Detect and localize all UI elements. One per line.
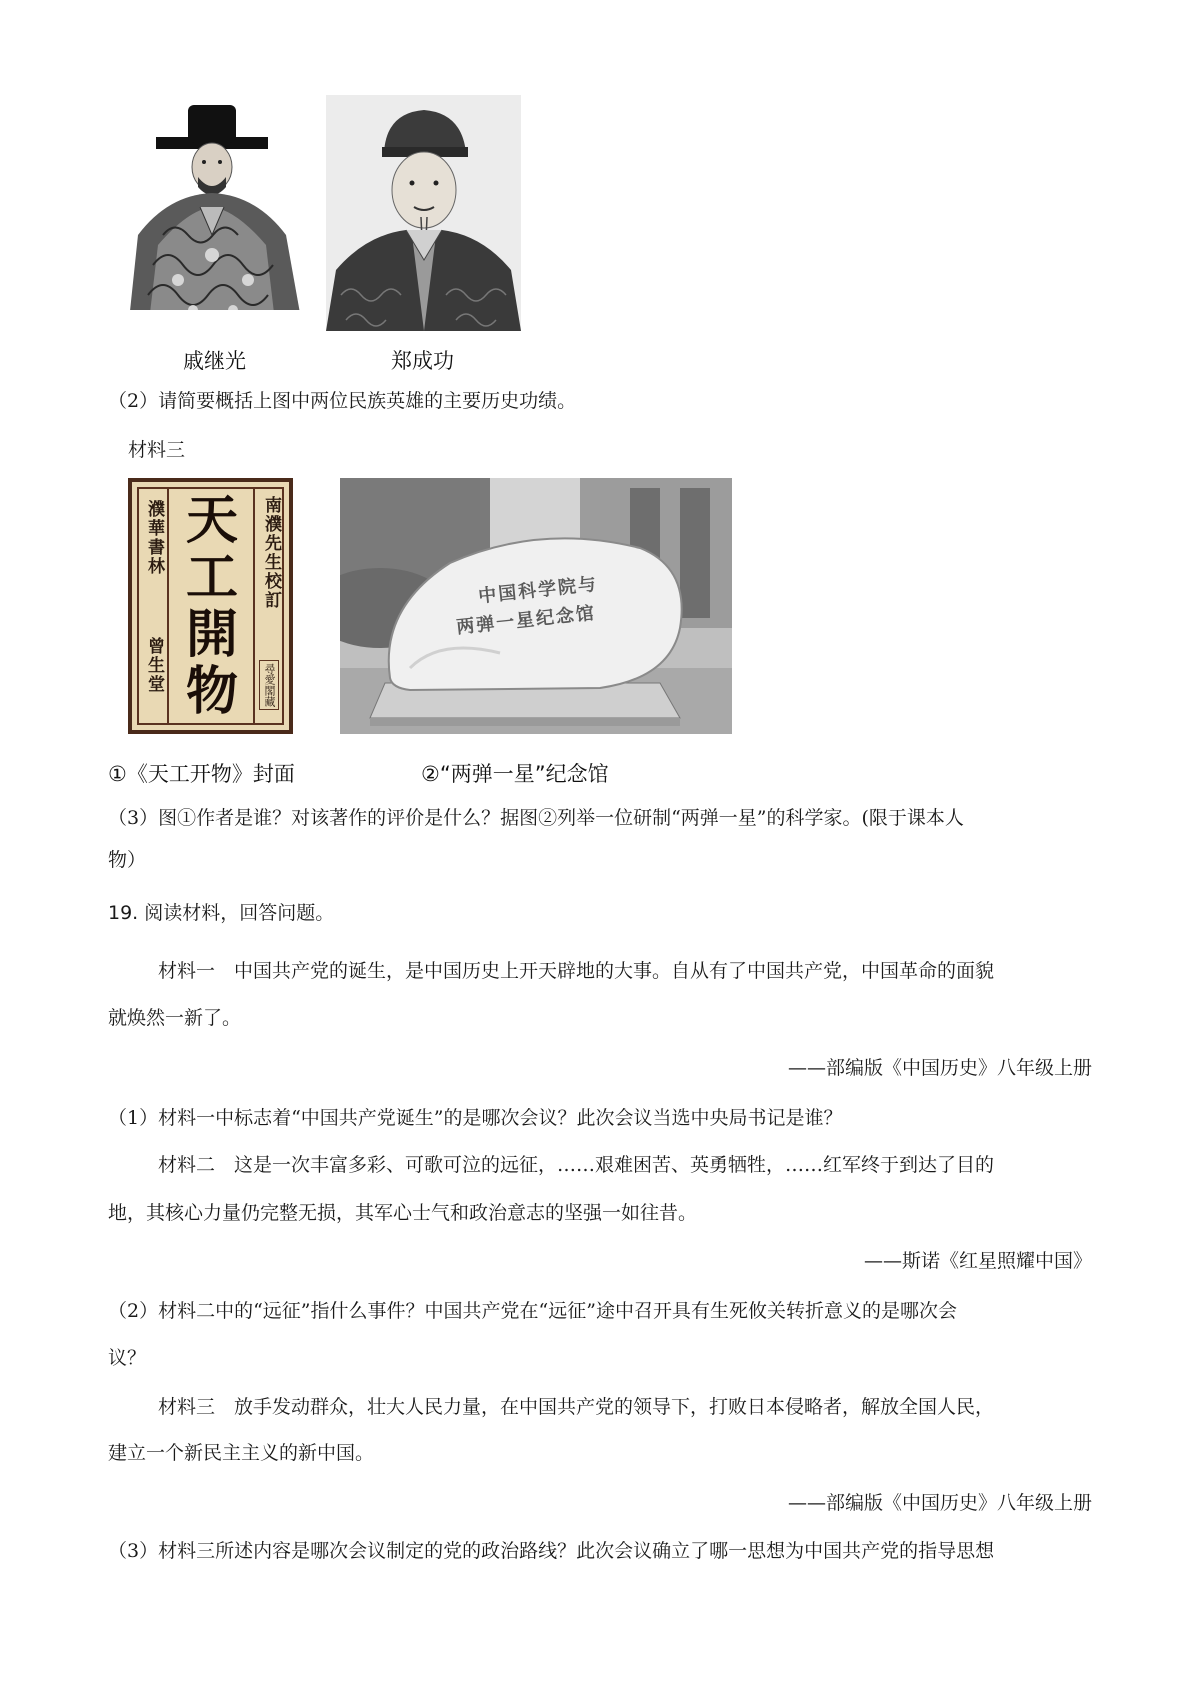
- material-1-line2: 就焕然一新了。: [108, 1007, 242, 1029]
- portrait-caption-right: 郑成功: [391, 349, 454, 373]
- book-right-top-text: 南濮先生校訂: [261, 496, 281, 610]
- question-19-3: （3）材料三所述内容是哪次会议制定的党的政治路线？此次会议确立了哪一思想为中国共产党的指导思想: [108, 1540, 995, 1562]
- question-3-line2: 物）: [108, 849, 147, 871]
- book-seal: 尋愛閣藏: [259, 660, 279, 710]
- question-19-2-line1: （2）材料二中的“远征”指什么事件？中国共产党在“远征”途中召开具有生死攸关转折意义的是哪次会: [108, 1300, 957, 1322]
- book-title-char: 物: [185, 661, 238, 722]
- portrait-zheng-chenggong: [326, 95, 521, 331]
- book-left-bottom-text: 曾生堂: [144, 637, 164, 694]
- material-2-line2: 地，其核心力量仍完整无损，其军心士气和政治意志的坚强一如往昔。: [108, 1202, 698, 1224]
- material-2-line1: 材料二 这是一次丰富多彩、可歌可泣的远征，……艰难困苦、英勇牺牲，……红军终于到达了目的: [158, 1154, 995, 1176]
- two-bombs-one-satellite-memorial-photo: [340, 478, 732, 734]
- material-2-source: ——斯诺《红星照耀中国》: [863, 1250, 1092, 1272]
- question-19-2-line2: 议？: [108, 1347, 147, 1369]
- portrait-caption-left: 戚继光: [183, 349, 246, 373]
- material-3-heading: 材料三: [128, 439, 186, 461]
- book-title-char: 天: [185, 490, 238, 551]
- question-2-text: （2）请简要概括上图中两位民族英雄的主要历史功绩。: [108, 390, 577, 412]
- material-3-source: ——部编版《中国历史》八年级上册: [787, 1492, 1092, 1514]
- question-19-1: （1）材料一中标志着“中国共产党诞生”的是哪次会议？此次会议当选中央局书记是谁？: [108, 1107, 843, 1129]
- book-title-char: 工: [185, 547, 238, 608]
- memorial-caption: ②“两弹一星”纪念馆: [421, 762, 609, 786]
- material-1-source: ——部编版《中国历史》八年级上册: [787, 1057, 1092, 1079]
- tiangong-kaiwu-cover: [128, 478, 293, 734]
- material-3-line2: 建立一个新民主主义的新中国。: [108, 1442, 375, 1464]
- material-3-line1: 材料三 放手发动群众，壮大人民力量，在中国共产党的领导下，打败日本侵略者，解放全国人民，: [158, 1396, 995, 1418]
- book-left-top-text: 濮華書林: [144, 500, 164, 576]
- question-3-line1: （3）图①作者是谁？对该著作的评价是什么？据图②列举一位研制“两弹一星”的科学家。(限于课本人: [108, 807, 964, 829]
- book-cover-caption: ①《天工开物》封面: [108, 762, 295, 786]
- memorial-stone-line2: 两弹一星纪念馆: [455, 602, 597, 639]
- portrait-qi-jiguang: [108, 95, 318, 330]
- book-title-char: 開: [185, 604, 238, 665]
- book-title: [174, 492, 250, 720]
- memorial-stone-line1: 中国科学院与: [477, 573, 599, 608]
- question-19-title: 19. 阅读材料，回答问题。: [108, 902, 335, 924]
- material-1-line1: 材料一 中国共产党的诞生，是中国历史上开天辟地的大事。自从有了中国共产党，中国革命的面貌: [158, 960, 995, 982]
